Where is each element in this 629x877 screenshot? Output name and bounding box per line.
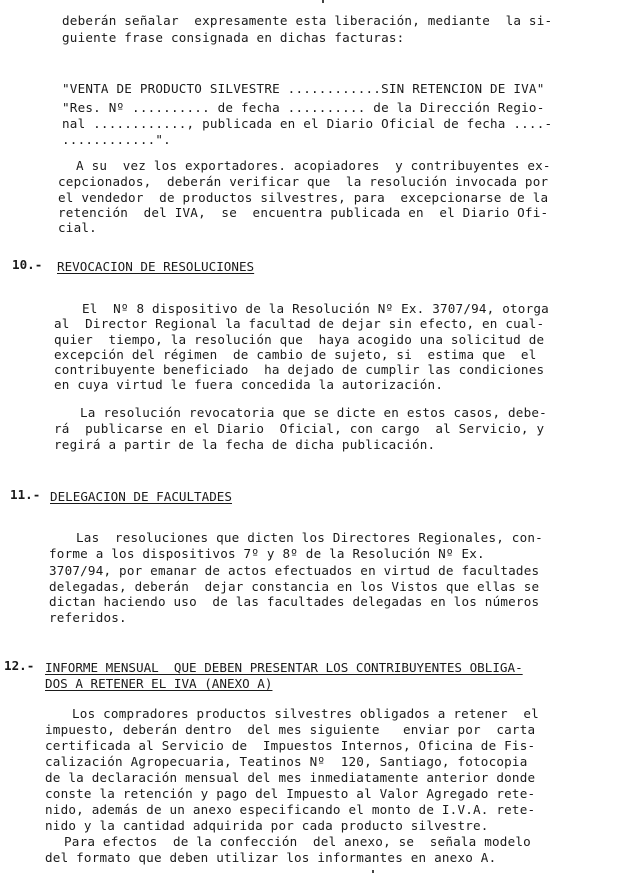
paragraph-line: La resolución revocatoria que se dicte en estos casos, debe-: [80, 405, 547, 420]
section-title: REVOCACION DE RESOLUCIONES: [57, 259, 255, 274]
paragraph-line: regirá a partir de la fecha de dicha publicación.: [54, 437, 436, 452]
quote-line: "Res. Nº .......... de fecha .......... de la Dirección Regio-: [62, 100, 545, 115]
paragraph-line: nido y la cantidad adquirida por cada producto silvestre.: [45, 818, 489, 833]
scan-mark-top: [322, 0, 324, 3]
paragraph-line: Las resoluciones que dicten los Directores Regionales, con-: [76, 530, 543, 545]
section-number: 11.-: [10, 487, 41, 502]
intro-line: deberán señalar expresamente esta liberación, mediante la si-: [62, 13, 553, 28]
paragraph-line: excepción del régimen de cambio de sujeto, si estima que el: [54, 347, 537, 362]
paragraph-line: forme a los dispositivos 7º y 8º de la Resolución Nº Ex.: [49, 546, 485, 561]
quote-line: ............".: [62, 132, 171, 147]
scan-mark-bottom: [372, 870, 374, 873]
paragraph-line: rá publicarse en el Diario Oficial, con cargo al Servicio, y: [54, 421, 545, 436]
paragraph-line: contribuyente beneficiado ha dejado de cumplir las condiciones: [54, 362, 545, 377]
paragraph-line: Los compradores productos silvestres obligados a retener el: [72, 706, 539, 721]
paragraph-line: cial.: [58, 220, 97, 235]
paragraph-line: Para efectos de la confección del anexo, se señala modelo: [64, 834, 531, 849]
paragraph-line: El Nº 8 dispositivo de la Resolución Nº Ex. 3707/94, otorga: [82, 301, 549, 316]
paragraph-line: del formato que deben utilizar los informantes en anexo A.: [45, 850, 497, 865]
paragraph-line: calización Agropecuaria, Teatinos Nº 120, Santiago, fotocopia: [45, 754, 528, 769]
paragraph-line: certificada al Servicio de Impuestos Internos, Oficina de Fis-: [45, 738, 536, 753]
paragraph-line: dictan haciendo uso de las facultades delegadas en los números: [49, 594, 540, 609]
paragraph-line: quier tiempo, la resolución que haya acogido una solicitud de: [54, 332, 545, 347]
paragraph-line: delegadas, deberán dejar constancia en los Vistos que ellas se: [49, 579, 540, 594]
section-title: DELEGACION DE FACULTADES: [50, 489, 232, 504]
paragraph-line: cepcionados, deberán verificar que la resolución invocada por: [58, 174, 549, 189]
section-number: 10.-: [12, 257, 43, 272]
paragraph-line: retención del IVA, se encuentra publicada en el Diario Ofi-: [58, 205, 549, 220]
paragraph-line: nido, además de un anexo especificando el monto de I.V.A. rete-: [45, 802, 536, 817]
paragraph-line: 3707/94, por emanar de actos efectuados en virtud de facultades: [49, 563, 540, 578]
paragraph-line: de la declaración mensual del mes inmediatamente anterior donde: [45, 770, 536, 785]
paragraph-line: el vendedor de productos silvestres, para excepcionarse de la: [58, 190, 549, 205]
quote-line: "VENTA DE PRODUCTO SILVESTRE ............SIN RETENCION DE IVA": [62, 81, 545, 96]
paragraph-line: A su vez los exportadores. acopiadores y contribuyentes ex-: [76, 158, 551, 173]
section-title: INFORME MENSUAL QUE DEBEN PRESENTAR LOS CONTRIBUYENTES OBLIGA-: [45, 660, 523, 675]
paragraph-line: impuesto, deberán dentro del mes siguiente enviar por carta: [45, 722, 536, 737]
paragraph-line: referidos.: [49, 610, 127, 625]
paragraph-line: al Director Regional la facultad de dejar sin efecto, en cual-: [54, 316, 545, 331]
paragraph-line: en cuya virtud le fuera concedida la autorización.: [54, 377, 444, 392]
section-title: DOS A RETENER EL IVA (ANEXO A): [45, 676, 273, 691]
intro-line: guiente frase consignada en dichas facturas:: [62, 30, 405, 45]
paragraph-line: conste la retención y pago del Impuesto al Valor Agregado rete-: [45, 786, 536, 801]
quote-line: nal ............, publicada en el Diario Oficial de fecha ....-: [62, 116, 553, 131]
section-number: 12.-: [4, 658, 35, 673]
